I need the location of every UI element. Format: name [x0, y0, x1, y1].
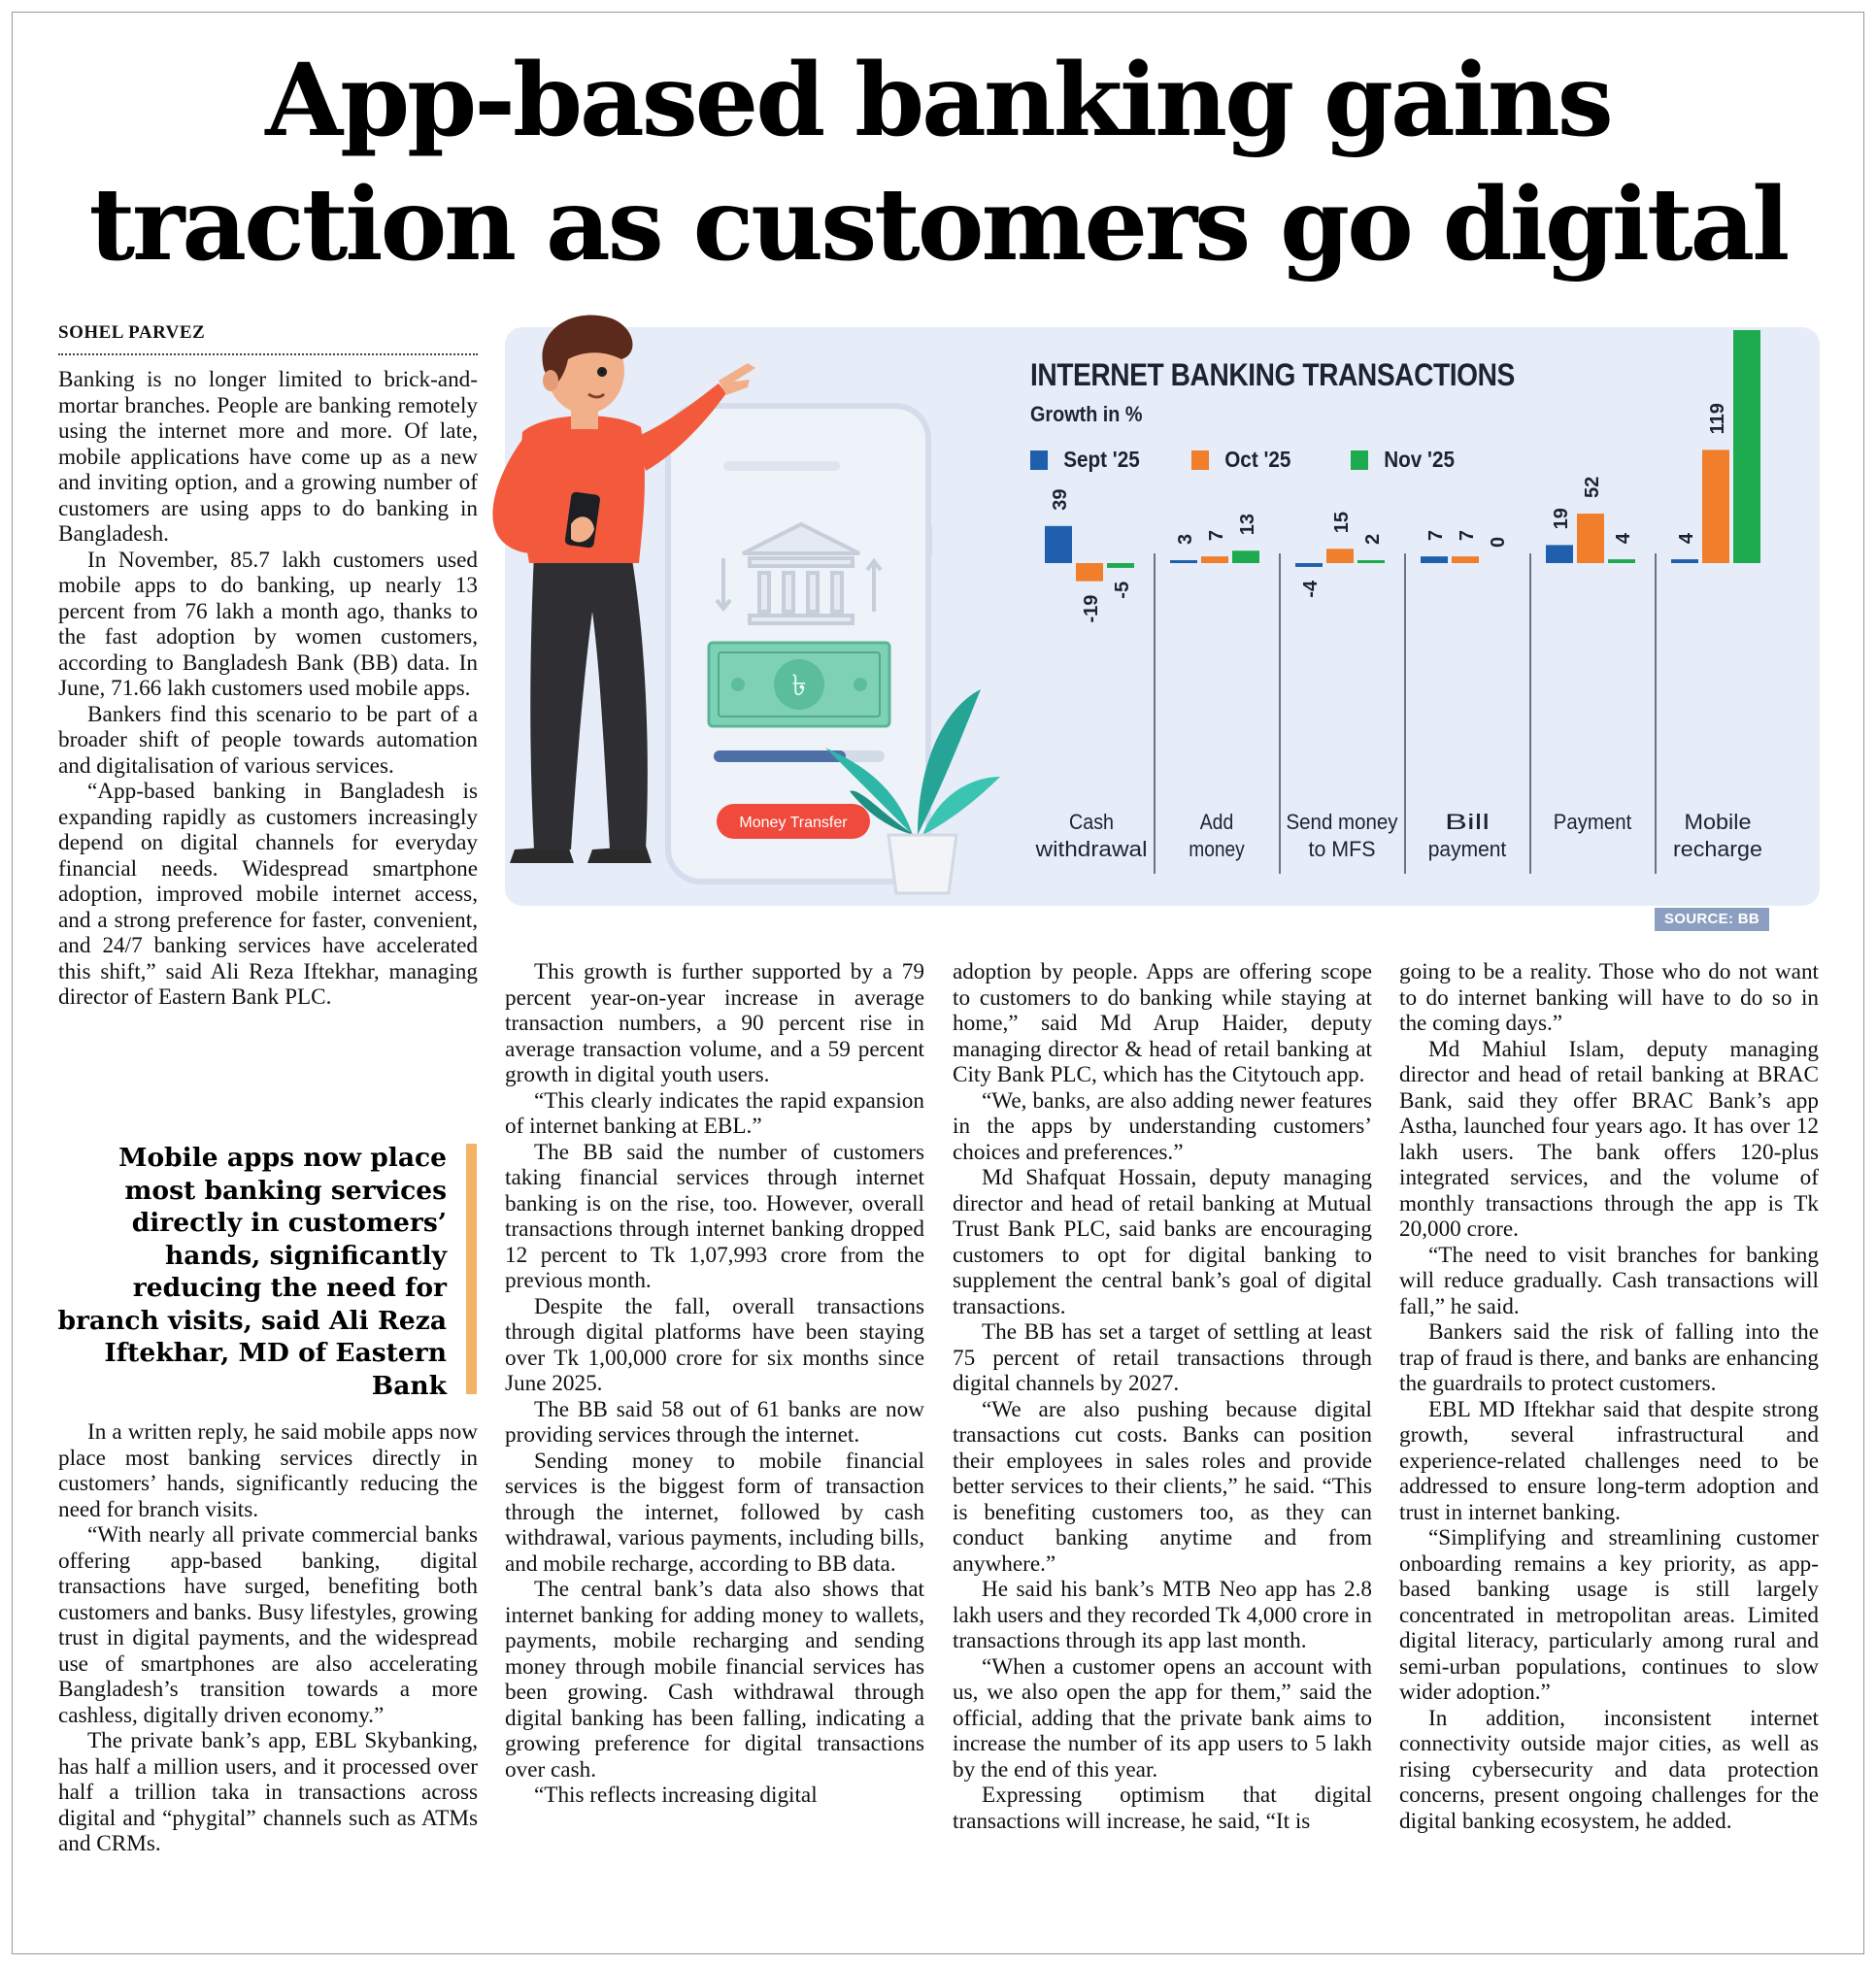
category-label: to MFS	[1308, 837, 1376, 861]
paragraph: “When a customer opens an account with us, we also open the app for them,” said the official, adding that the private bank aims to increase the number of its app users to 5 lakh by the end of this year.	[953, 1653, 1372, 1783]
body-column-1-bottom	[58, 1419, 478, 1857]
paragraph: “With nearly all private commercial banks offering app-based banking, digital transactions have surged, benefiting both customers and banks. Busy lifestyles, growing trust in digital payments, and the widespread use of smartphones are also accelerating Bangladesh’s transition towards a more cashless, digitally driven economy.”	[58, 1522, 478, 1728]
category-label: payment	[1427, 837, 1507, 861]
paragraph: Md Shafquat Hossain, deputy managing director and head of retail banking at Mutual Trust Bank PLC, said banks are encouraging customers to opt for digital banking to supplement the central bank’s goal of digital transactions.	[953, 1165, 1372, 1319]
legend-label-oct: Oct '25	[1224, 447, 1291, 472]
bar-0-1	[1076, 563, 1103, 582]
pull-quote: Mobile apps now place most banking services directly in customers’ hands, significantly reducing the need for branch visits, said Ali Reza Iftekhar, MD of Eastern Bank	[57, 1143, 447, 1401]
paragraph: “We are also pushing because digital transactions cut costs. Banks can position their employees in sales roles and provide better services to their clients,” he said. “This is benefiting customers too, as they can conduct banking anytime and from anywhere.”	[953, 1396, 1372, 1577]
paragraph: “Simplifying and streamlining customer onboarding remains a key priority, as app-based banking usage is still largely concentrated in metropolitan areas. Limited digital literacy, particularly among rural and semi-urban populations, continues to slow wider adoption.”	[1399, 1525, 1819, 1705]
category-label: Send money	[1286, 810, 1398, 834]
paragraph: In addition, inconsistent internet connectivity outside major cities, as well as rising cybersecurity and data protection concerns, present ongoing challenges for the digital banking ecosystem, he added.	[1399, 1705, 1819, 1834]
headline-line-2: traction as customers go digital	[88, 166, 1788, 283]
bar-3-0	[1421, 556, 1448, 563]
category-label: recharge	[1673, 837, 1762, 861]
paragraph: “This clearly indicates the rapid expansion of internet banking at EBL.”	[505, 1087, 924, 1139]
paragraph: Expressing optimism that digital transactions will increase, he said, “It is	[953, 1783, 1372, 1834]
data-label: -5	[1112, 581, 1133, 599]
bar-1-2	[1232, 550, 1259, 563]
category-label: Bill	[1445, 810, 1490, 834]
bar-chart	[1010, 330, 1816, 874]
paragraph: Sending money to mobile financial services is the biggest form of transaction through the internet, followed by cash withdrawal, various payments, including bills, and mobile recharge, according to BB data.	[505, 1448, 924, 1577]
bar-0-2	[1107, 563, 1134, 568]
source-label: SOURCE: BB	[1655, 908, 1769, 931]
bar-2-2	[1357, 560, 1385, 563]
byline: SOHEL PARVEZ	[58, 322, 478, 355]
paragraph: He said his bank’s MTB Neo app has 2.8 lakh users and they recorded Tk 4,000 crore in transactions through its app last month.	[953, 1577, 1372, 1653]
bar-4-0	[1546, 545, 1573, 563]
data-label: 3	[1175, 533, 1196, 545]
paragraph: “App-based banking in Bangladesh is expanding rapidly as customers increasingly depend on digital channels for everyday financial needs. Widespread smartphone adoption, improved mobile internet access, and a strong preference for faster, convenient, and 24/7 banking services have accelerated this shift,” said Ali Reza Iftekhar, managing director of Eastern Bank PLC.	[58, 779, 478, 1010]
banknote-icon	[709, 643, 889, 726]
category-label: Payment	[1553, 810, 1632, 834]
paragraph: The BB said the number of customers taking financial services through internet banking is on the rise, too. However, overall transactions through internet banking dropped 12 percent to Tk 1,07,993 crore from the previous month.	[505, 1139, 924, 1293]
data-label: 39	[1050, 488, 1071, 511]
bar-5-0	[1671, 559, 1698, 563]
bar-3-1	[1452, 556, 1479, 563]
category-label: Cash	[1069, 810, 1114, 834]
banking-illustration	[476, 291, 1000, 913]
paragraph: Bankers find this scenario to be part of a broader shift of people towards automation and digitalisation of various services.	[58, 701, 478, 779]
bar-2-1	[1326, 549, 1354, 563]
legend-label-sept: Sept '25	[1063, 447, 1140, 472]
data-label: -19	[1081, 594, 1102, 623]
paragraph: “This reflects increasing digital	[534, 1783, 818, 1808]
data-label: 19	[1551, 508, 1572, 530]
data-label: 7	[1457, 530, 1478, 542]
paragraph: Md Mahiul Islam, deputy managing director and head of retail banking at BRAC Bank, said they offer BRAC Bank’s app Astha, launched four years ago. It has over 12 lakh users. The bank offers 120-plus integrated services, and the volume of monthly transactions through the app is Tk 20,000 crore.	[1399, 1036, 1819, 1242]
bar-1-1	[1201, 556, 1228, 563]
category-label: money	[1189, 837, 1245, 861]
category-label: Mobile	[1684, 810, 1752, 834]
money-transfer-label: Money Transfer	[739, 815, 848, 831]
paragraph: adoption by people. Apps are offering scope to customers to do banking while staying at home,” said Md Arup Haider, deputy managing director & head of retail banking at City Bank PLC, which has the Citytouch app.	[953, 959, 1372, 1087]
paragraph: In November, 85.7 lakh customers used mobile apps to do banking, up nearly 13 percent from 76 lakh a month ago, thanks to the fast adoption by women customers, according to Bangladesh Bank (BB) data. In June, 71.66 lakh customers used mobile apps.	[58, 547, 478, 701]
paragraph: EBL MD Iftekhar said that despite strong growth, several infrastructural and experience-related challenges need to be addressed to ensure long-term adoption and trust in internet banking.	[1399, 1396, 1819, 1525]
chart-subtitle: Growth in %	[1030, 402, 1143, 426]
taka-symbol: ৳	[791, 669, 807, 703]
paragraph: This growth is further supported by a 79 percent year-on-year increase in average transaction numbers, a 90 percent rise in average transaction volume, and a 59 percent growth in digital youth users.	[505, 959, 924, 1087]
data-label: 119	[1707, 403, 1728, 435]
data-label: 7	[1206, 530, 1227, 542]
headline	[58, 39, 1818, 287]
bar-4-2	[1608, 559, 1635, 563]
data-label: 15	[1331, 512, 1353, 534]
paragraph: The private bank’s app, EBL Skybanking, has half a million users, and it processed over half a trillion taka in transactions across digital and “phygital” channels such as ATMs and CRMs.	[58, 1728, 478, 1856]
paragraph: “We, banks, are also adding newer features in the apps by understanding customers’ choices and preferences.”	[953, 1087, 1372, 1165]
category-label: withdrawal	[1034, 837, 1148, 861]
bar-0-0	[1045, 526, 1072, 563]
body-column-1-top	[58, 367, 478, 1011]
bar-4-1	[1577, 514, 1604, 563]
data-label: 4	[1613, 532, 1634, 545]
paragraph: In a written reply, he said mobile apps now place most banking services directly in customers’ hands, significantly reducing the need for branch visits.	[58, 1419, 478, 1522]
paragraph: Bankers said the risk of falling into the trap of fraud is there, and banks are enhancing the guardrails to protect customers.	[1399, 1319, 1819, 1396]
body-column-4	[1399, 959, 1819, 1834]
paragraph: going to be a reality. Those who do not want to do internet banking will have to do so in the coming days.”	[1399, 959, 1819, 1036]
body-column-2	[505, 959, 924, 1809]
paragraph: Despite the fall, overall transactions through digital platforms have been staying over Tk 1,00,000 crore for six months since June 2025.	[505, 1293, 924, 1396]
bar-1-0	[1170, 560, 1197, 563]
data-label: 2	[1362, 533, 1384, 545]
paragraph: The BB has set a target of settling at least 75 percent of retail transactions through digital channels by 2027.	[953, 1319, 1372, 1396]
bar-5-1	[1702, 450, 1729, 563]
body-column-3	[953, 959, 1372, 1834]
data-label: 13	[1237, 514, 1258, 536]
data-label: 0	[1488, 536, 1509, 548]
paragraph: “The need to visit branches for banking will reduce gradually. Cash transactions will fall,” he said.	[1399, 1242, 1819, 1319]
data-label: 7	[1425, 530, 1447, 542]
bar-2-0	[1295, 563, 1323, 567]
data-label: -4	[1300, 580, 1322, 598]
bar-5-2	[1733, 330, 1760, 563]
headline-line-1: App-based banking gains	[265, 42, 1611, 159]
legend-label-nov: Nov '25	[1384, 447, 1456, 472]
paragraph: The central bank’s data also shows that internet banking for adding money to wallets, payments, mobile recharging and sending money through mobile financial services has been growing. Cash withdrawal through digital banking has been falling, indicating a growing preference for digital transactions over cash.	[505, 1577, 924, 1783]
data-label: 4	[1676, 532, 1697, 545]
chart-title: INTERNET BANKING TRANSACTIONS	[1030, 357, 1515, 392]
category-label: Add	[1199, 810, 1234, 834]
paragraph: The BB said 58 out of 61 banks are now providing services through the internet.	[505, 1396, 924, 1448]
paragraph: Banking is no longer limited to brick-and-mortar branches. People are banking remotely using the internet more and more. Of late, mobile applications have come up as a new and inviting option, and a growing number of customers are using apps to do banking in Bangladesh.	[58, 367, 478, 547]
pull-quote-bar	[466, 1144, 477, 1394]
data-label: 52	[1582, 476, 1603, 499]
progress-fill	[714, 750, 846, 762]
